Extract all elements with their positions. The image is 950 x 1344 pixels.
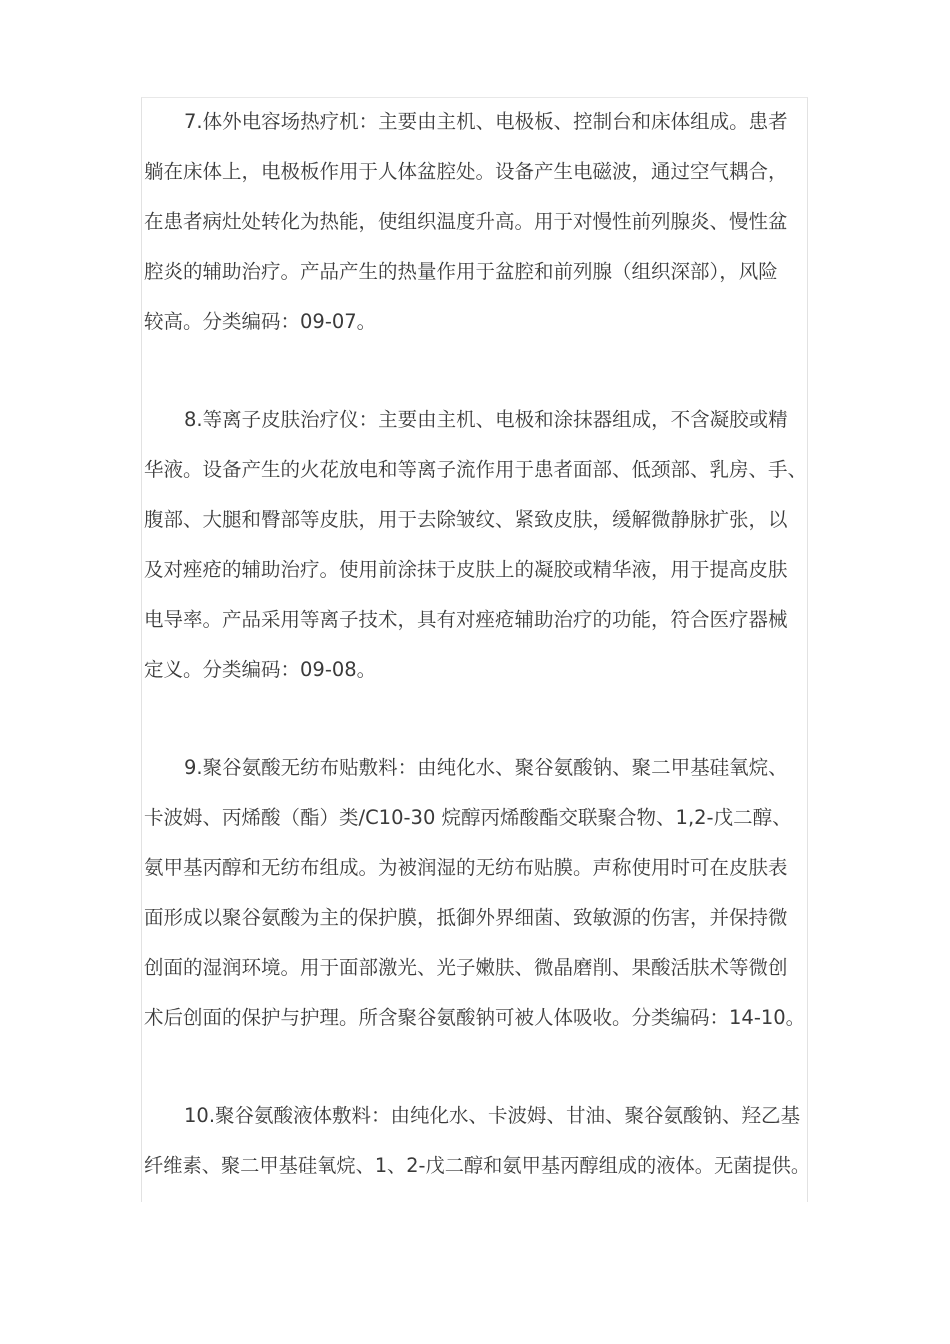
text-line: 躺在床体上，电极板作用于人体盆腔处。设备产生电磁波，通过空气耦合， [144,160,788,183]
text-line: 8.等离子皮肤治疗仪：主要由主机、电极和涂抹器组成，不含凝胶或精 [184,408,788,431]
text-line: 华液。设备产生的火花放电和等离子流作用于患者面部、低颈部、乳房、手、 [144,458,808,481]
text-line: 及对痤疮的辅助治疗。使用前涂抹于皮肤上的凝胶或精华液，用于提高皮肤 [144,558,788,581]
text-line: 创面的湿润环境。用于面部激光、光子嫩肤、微晶磨削、果酸活肤术等微创 [144,956,788,979]
text-line: 术后创面的保护与护理。所含聚谷氨酸钠可被人体吸收。分类编码：14-10。 [144,1006,806,1029]
text-line: 腹部、大腿和臀部等皮肤，用于去除皱纹、紧致皮肤，缓解微静脉扩张，以 [144,508,788,531]
text-line: 氨甲基丙醇和无纺布组成。为被润湿的无纺布贴膜。声称使用时可在皮肤表 [144,856,788,879]
text-line: 较高。分类编码：09-07。 [144,310,377,333]
text-line: 面形成以聚谷氨酸为主的保护膜，抵御外界细菌、致敏源的伤害，并保持微 [144,906,788,929]
text-line: 纤维素、聚二甲基硅氧烷、1、2-戊二醇和氨甲基丙醇组成的液体。无菌提供。 [144,1154,811,1177]
text-line: 7.体外电容场热疗机：主要由主机、电极板、控制台和床体组成。患者 [184,110,788,133]
text-line: 9.聚谷氨酸无纺布贴敷料：由纯化水、聚谷氨酸钠、聚二甲基硅氧烷、 [184,756,788,779]
text-line: 腔炎的辅助治疗。产品产生的热量作用于盆腔和前列腺（组织深部），风险 [144,260,778,283]
text-line: 电导率。产品采用等离子技术，具有对痤疮辅助治疗的功能，符合医疗器械 [144,608,788,631]
text-line: 卡波姆、丙烯酸（酯）类/C10-30 烷醇丙烯酸酯交联聚合物、1,2-戊二醇、 [144,806,792,829]
text-line: 10.聚谷氨酸液体敷料：由纯化水、卡波姆、甘油、聚谷氨酸钠、羟乙基 [184,1104,801,1127]
text-line: 在患者病灶处转化为热能，使组织温度升高。用于对慢性前列腺炎、慢性盆 [144,210,788,233]
text-line: 定义。分类编码：09-08。 [144,658,377,681]
